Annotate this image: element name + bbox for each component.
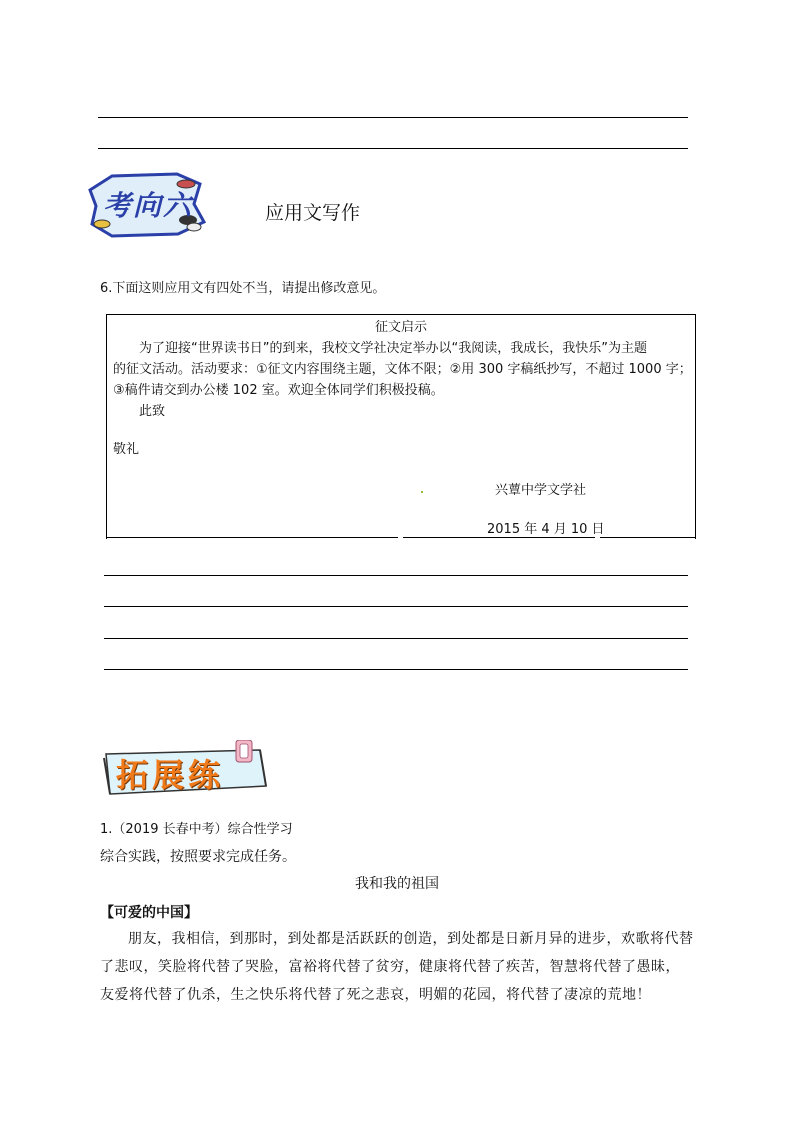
notice-salutation: 敬礼 [113, 442, 140, 457]
notice-line: ③稿件请交到办公楼 102 室。欢迎全体同学们积极投稿。 [113, 383, 444, 398]
notice-line: 的征文活动。活动要求：①征文内容围绕主题，文体不限；②用 300 字稿纸抄写，不超过 1000 字； [113, 362, 692, 377]
extension-badge-text: 拓展练 [116, 756, 225, 794]
q1-header: 1.（2019 长春中考）综合性学习 [100, 822, 293, 837]
answer-line[interactable] [104, 606, 688, 607]
notice-title: 征文启示 [374, 320, 427, 335]
q1-title: 我和我的祖国 [355, 876, 439, 892]
question-prompt: 6.下面这则应用文有四处不当，请提出修改意见。 [100, 281, 386, 296]
notice-line: 为了迎接“世界读书日”的到来，我校文学社决定举办以“我阅读，我成长，我快乐”为主题 [139, 341, 647, 356]
notice-closing: 此致 [139, 404, 166, 419]
box-bottom-line [403, 537, 595, 538]
notice-signature: 兴蕈中学文学社 [495, 483, 587, 498]
box-bottom-line [106, 537, 398, 538]
extension-badge [100, 740, 272, 800]
notice-date: 2015 年 4 月 10 日 [487, 522, 605, 537]
notice-box [106, 314, 696, 539]
q1-instruction: 综合实践，按照要求完成任务。 [100, 849, 296, 865]
answer-line[interactable] [98, 117, 688, 118]
answer-line[interactable] [98, 148, 688, 149]
q1-paragraph: 朋友，我相信，到那时，到处都是活跃跃的创造，到处都是日新月异的进步，欢歌将代替了悲叹，笑脸将代替了哭脸，富裕将代替了贫穷，健康将代替了疾苦，智慧将代替了愚昧，友爱将代替了仇杀，生之快乐将代替了死之悲哀，明媚的花园，将代替了凄凉的荒地！ [100, 931, 694, 1003]
answer-line[interactable] [104, 638, 688, 639]
badge-text: 考向六 [102, 189, 193, 222]
answer-line[interactable] [104, 669, 688, 670]
box-bottom-line [600, 537, 695, 538]
section-badge [82, 170, 212, 240]
answer-line[interactable] [104, 575, 688, 576]
q1-subsection: 【可爱的中国】 [100, 905, 198, 921]
stray-dot [421, 491, 423, 493]
section-title: 应用文写作 [265, 202, 361, 224]
